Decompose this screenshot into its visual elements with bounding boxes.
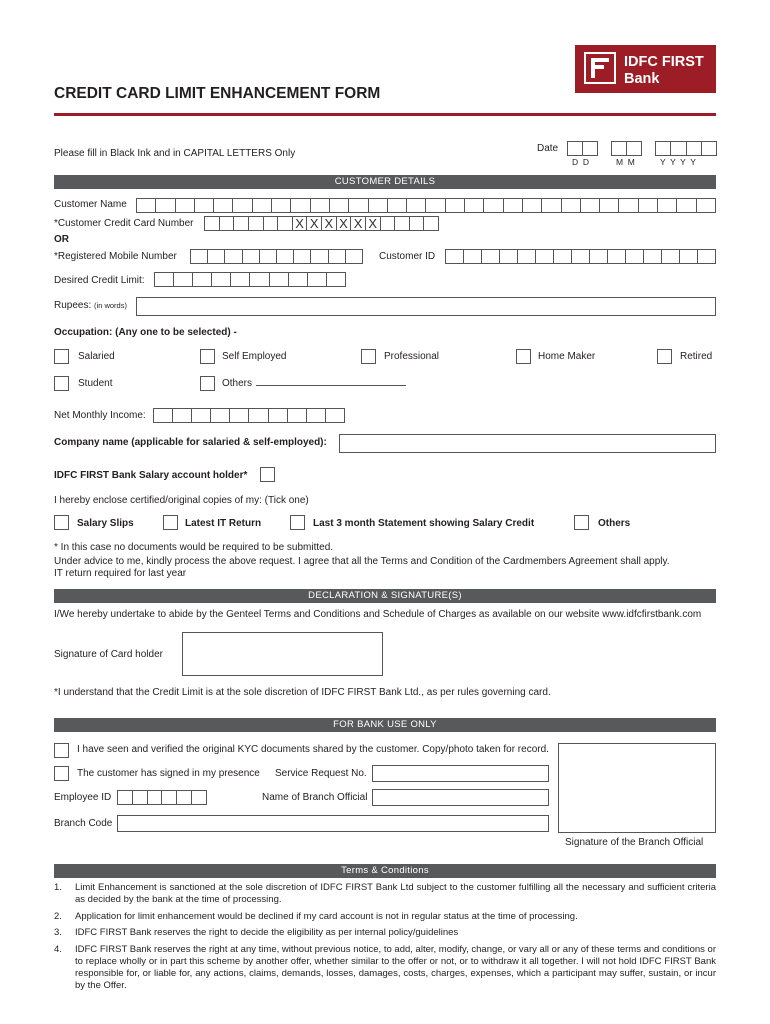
char-cell[interactable] bbox=[600, 199, 619, 212]
employee-id-field[interactable] bbox=[117, 790, 207, 805]
char-cell[interactable] bbox=[162, 791, 177, 804]
terms-item-4 bbox=[54, 944, 716, 992]
terms-item-1 bbox=[54, 882, 716, 906]
char-cell[interactable] bbox=[464, 250, 482, 263]
service-request-field[interactable] bbox=[372, 765, 549, 782]
terms-item-4-text: IDFC FIRST Bank reserves the right at any time, without previous notice, to add, alter, modify, change, or vary all or any of these terms and conditions or to replace wholly or in part this scheme by another offer, whether similar to the offer or not, or to withdraw it all together. I will not hold IDFC FIRST Bank responsible for, or liable for, any actions, claims, demands, losses, damages, costs, charges, expenses, which a participant may suffer, sustain, or incur by the Offer. bbox=[75, 944, 716, 991]
branch-code-field[interactable] bbox=[117, 815, 549, 832]
in-words-hint: (in words) bbox=[94, 301, 127, 310]
terms-item-1-text: Limit Enhancement is sanctioned at the sole discretion of IDFC FIRST Bank Ltd subject to the customer fulfilling all the necessary and sufficient criteria as decided by the bank at the time of processing. bbox=[75, 882, 716, 905]
terms-item-2 bbox=[54, 911, 716, 923]
credit-limit-discretion: *I understand that the Credit Limit is at the sole discretion of IDFC FIRST Bank Ltd., as per rules governing card. bbox=[54, 687, 551, 698]
others-document-checkbox[interactable] bbox=[574, 515, 589, 530]
char-cell[interactable] bbox=[156, 199, 175, 212]
salaried-label: Salaried bbox=[78, 351, 115, 362]
occupation-label: Occupation: (Any one to be selected) - bbox=[54, 327, 237, 338]
cardholder-signature-box[interactable] bbox=[182, 632, 383, 676]
char-cell[interactable] bbox=[465, 199, 484, 212]
salary-holder-label: IDFC FIRST Bank Salary account holder* bbox=[54, 470, 248, 481]
customer-name-field[interactable] bbox=[136, 198, 716, 213]
salary-holder-checkbox[interactable] bbox=[260, 467, 275, 482]
retired-checkbox[interactable] bbox=[657, 349, 672, 364]
char-cell[interactable] bbox=[680, 250, 698, 263]
char-cell[interactable] bbox=[249, 217, 264, 230]
title-rule bbox=[54, 113, 716, 116]
instruction-text: Please fill in Black Ink and in CAPITAL LETTERS Only bbox=[54, 148, 296, 159]
char-cell[interactable] bbox=[388, 199, 407, 212]
char-cell[interactable]: X bbox=[351, 217, 366, 230]
char-cell[interactable] bbox=[639, 199, 658, 212]
terms-item-3 bbox=[54, 927, 716, 939]
char-cell[interactable] bbox=[288, 409, 307, 422]
char-cell[interactable] bbox=[308, 273, 327, 286]
kyc-text: I have seen and verified the original KYC documents shared by the customer. Copy/photo taken for record. bbox=[77, 744, 549, 755]
char-cell[interactable] bbox=[500, 250, 518, 263]
mobile-number-field[interactable] bbox=[190, 249, 363, 264]
customer-id-field[interactable] bbox=[445, 249, 716, 264]
branch-code-label: Branch Code bbox=[54, 818, 113, 829]
home-maker-checkbox[interactable] bbox=[516, 349, 531, 364]
char-cell[interactable] bbox=[234, 217, 249, 230]
char-cell[interactable] bbox=[118, 791, 133, 804]
declaration-text: I/We hereby undertake to abide by the Genteel Terms and Conditions and Schedule of Charges as available on our website www.idfcfirstbank.com bbox=[54, 609, 702, 620]
brand-line2: Bank bbox=[624, 71, 660, 87]
kyc-checkbox[interactable] bbox=[54, 743, 69, 758]
char-cell[interactable] bbox=[523, 199, 542, 212]
rupees-text: Rupees: bbox=[54, 300, 92, 311]
page-title: CREDIT CARD LIMIT ENHANCEMENT FORM bbox=[54, 85, 381, 102]
char-cell[interactable]: X bbox=[307, 217, 322, 230]
char-cell[interactable] bbox=[289, 273, 308, 286]
branch-official-signature-label: Signature of the Branch Official bbox=[565, 837, 704, 848]
char-cell[interactable] bbox=[272, 199, 291, 212]
char-cell[interactable] bbox=[208, 250, 225, 263]
company-name-field[interactable] bbox=[339, 434, 716, 453]
retired-label: Retired bbox=[680, 351, 713, 362]
others-occupation-line[interactable] bbox=[256, 385, 406, 386]
customer-id-label: Customer ID bbox=[379, 251, 436, 262]
char-cell[interactable] bbox=[446, 250, 464, 263]
char-cell[interactable] bbox=[278, 217, 293, 230]
char-cell[interactable] bbox=[536, 250, 554, 263]
student-label: Student bbox=[78, 378, 113, 389]
date-mm-hint: M M bbox=[616, 157, 635, 167]
others-occupation-checkbox[interactable] bbox=[200, 376, 215, 391]
char-cell[interactable]: X bbox=[366, 217, 381, 230]
brand-logo bbox=[575, 45, 716, 93]
char-cell[interactable] bbox=[410, 217, 425, 230]
mobile-label: *Registered Mobile Number bbox=[54, 251, 177, 262]
terms-item-2-number: 2. bbox=[54, 911, 62, 922]
bank-use-header: FOR BANK USE ONLY bbox=[54, 718, 716, 732]
branch-official-signature-box[interactable] bbox=[558, 743, 716, 833]
char-cell[interactable] bbox=[346, 250, 362, 263]
card-number-label: *Customer Credit Card Number bbox=[54, 218, 194, 229]
char-cell[interactable] bbox=[174, 273, 193, 286]
char-cell[interactable] bbox=[330, 199, 349, 212]
char-cell[interactable] bbox=[231, 273, 250, 286]
char-cell[interactable] bbox=[195, 199, 214, 212]
char-cell[interactable] bbox=[554, 250, 572, 263]
others-document-label: Others bbox=[598, 518, 631, 529]
char-cell[interactable] bbox=[230, 409, 249, 422]
char-cell[interactable] bbox=[518, 250, 536, 263]
statement-checkbox[interactable] bbox=[290, 515, 305, 530]
char-cell[interactable] bbox=[426, 199, 445, 212]
char-cell[interactable] bbox=[311, 199, 330, 212]
date-day-field[interactable] bbox=[567, 141, 598, 156]
or-label: OR bbox=[54, 234, 69, 245]
declaration-header: DECLARATION & SIGNATURE(S) bbox=[54, 589, 716, 603]
employee-id-label: Employee ID bbox=[54, 792, 112, 803]
customer-name-label: Customer Name bbox=[54, 199, 127, 210]
note-advice: Under advice to me, kindly process the above request. I agree that all the Terms and Condition of the Cardmembers Agreement shall apply. bbox=[54, 556, 670, 567]
professional-checkbox[interactable] bbox=[361, 349, 376, 364]
char-cell[interactable] bbox=[608, 250, 626, 263]
student-checkbox[interactable] bbox=[54, 376, 69, 391]
char-cell[interactable] bbox=[214, 199, 233, 212]
char-cell[interactable] bbox=[329, 250, 346, 263]
char-cell[interactable] bbox=[291, 199, 310, 212]
signed-presence-checkbox[interactable] bbox=[54, 766, 69, 781]
char-cell[interactable] bbox=[192, 409, 211, 422]
char-cell[interactable] bbox=[173, 409, 192, 422]
branch-official-label: Name of Branch Official bbox=[262, 792, 368, 803]
desired-limit-field[interactable] bbox=[154, 272, 346, 287]
char-cell[interactable] bbox=[270, 273, 289, 286]
desired-limit-label: Desired Credit Limit: bbox=[54, 275, 145, 286]
rupees-in-words-field[interactable] bbox=[136, 297, 716, 316]
char-cell[interactable] bbox=[446, 199, 465, 212]
char-cell[interactable] bbox=[133, 791, 148, 804]
it-return-label: Latest IT Return bbox=[185, 518, 262, 529]
char-cell[interactable] bbox=[148, 791, 163, 804]
char-cell[interactable] bbox=[644, 250, 662, 263]
char-cell[interactable] bbox=[697, 199, 715, 212]
terms-item-3-number: 3. bbox=[54, 927, 62, 938]
professional-label: Professional bbox=[384, 351, 440, 362]
char-cell[interactable] bbox=[424, 217, 438, 230]
char-cell[interactable]: X bbox=[322, 217, 337, 230]
it-return-checkbox[interactable] bbox=[163, 515, 178, 530]
char-cell[interactable] bbox=[349, 199, 368, 212]
char-cell[interactable] bbox=[205, 217, 220, 230]
char-cell[interactable] bbox=[193, 273, 212, 286]
char-cell[interactable] bbox=[327, 273, 345, 286]
char-cell[interactable] bbox=[253, 199, 272, 212]
date-dd-hint: D D bbox=[572, 157, 589, 167]
char-cell[interactable] bbox=[264, 217, 279, 230]
char-cell[interactable] bbox=[269, 409, 288, 422]
char-cell[interactable] bbox=[211, 409, 230, 422]
others-occupation-label: Others bbox=[222, 378, 253, 389]
char-cell[interactable] bbox=[154, 409, 173, 422]
branch-official-field[interactable] bbox=[372, 789, 549, 806]
char-cell[interactable] bbox=[698, 250, 715, 263]
char-cell[interactable] bbox=[192, 791, 206, 804]
char-cell[interactable] bbox=[177, 791, 192, 804]
char-cell[interactable] bbox=[155, 273, 174, 286]
char-cell[interactable] bbox=[311, 250, 328, 263]
char-cell[interactable] bbox=[212, 273, 231, 286]
char-cell[interactable] bbox=[176, 199, 195, 212]
self-employed-label: Self Employed bbox=[222, 351, 287, 362]
char-cell[interactable] bbox=[250, 273, 269, 286]
customer-details-header: CUSTOMER DETAILS bbox=[54, 175, 716, 189]
net-income-label: Net Monthly Income: bbox=[54, 410, 146, 421]
salary-slips-label: Salary Slips bbox=[77, 518, 134, 529]
char-cell[interactable] bbox=[626, 250, 644, 263]
cardholder-signature-label: Signature of Card holder bbox=[54, 649, 163, 660]
char-cell[interactable] bbox=[307, 409, 326, 422]
terms-item-1-number: 1. bbox=[54, 882, 62, 893]
char-cell[interactable] bbox=[395, 217, 410, 230]
char-cell[interactable] bbox=[407, 199, 426, 212]
salaried-checkbox[interactable] bbox=[54, 349, 69, 364]
home-maker-label: Home Maker bbox=[538, 351, 596, 362]
company-name-label: Company name (applicable for salaried & self-employed): bbox=[54, 437, 327, 448]
char-cell[interactable] bbox=[542, 199, 561, 212]
terms-item-4-number: 4. bbox=[54, 944, 62, 955]
char-cell[interactable] bbox=[662, 250, 680, 263]
char-cell[interactable] bbox=[677, 199, 696, 212]
date-label: Date bbox=[537, 143, 559, 154]
char-cell[interactable] bbox=[233, 199, 252, 212]
char-cell[interactable] bbox=[369, 199, 388, 212]
date-year-field[interactable] bbox=[655, 141, 717, 156]
char-cell[interactable] bbox=[277, 250, 294, 263]
note-it-return: IT return required for last year bbox=[54, 568, 187, 579]
date-yyyy-hint: Y Y Y Y bbox=[660, 157, 696, 167]
char-cell[interactable] bbox=[482, 250, 500, 263]
char-cell[interactable] bbox=[619, 199, 638, 212]
char-cell[interactable] bbox=[581, 199, 600, 212]
terms-header: Terms & Conditions bbox=[54, 864, 716, 878]
char-cell[interactable] bbox=[572, 250, 590, 263]
terms-item-3-text: IDFC FIRST Bank reserves the right to decide the eligibility as per internal policy/guidelines bbox=[75, 927, 459, 938]
char-cell[interactable]: X bbox=[293, 217, 308, 230]
char-cell[interactable] bbox=[590, 250, 608, 263]
note-no-documents: * In this case no documents would be required to be submitted. bbox=[54, 542, 334, 553]
enclose-text: I hereby enclose certified/original copies of my: (Tick one) bbox=[54, 495, 309, 506]
self-employed-checkbox[interactable] bbox=[200, 349, 215, 364]
char-cell[interactable] bbox=[504, 199, 523, 212]
char-cell[interactable] bbox=[225, 250, 242, 263]
rupees-label bbox=[54, 300, 127, 311]
terms-item-2-text: Application for limit enhancement would be declined if my card account is not in regular status at the time of processing. bbox=[75, 911, 578, 922]
char-cell[interactable] bbox=[484, 199, 503, 212]
service-request-label: Service Request No. bbox=[275, 768, 367, 779]
char-cell[interactable] bbox=[220, 217, 235, 230]
char-cell[interactable] bbox=[658, 199, 677, 212]
char-cell[interactable] bbox=[191, 250, 208, 263]
char-cell[interactable] bbox=[260, 250, 277, 263]
char-cell[interactable] bbox=[137, 199, 156, 212]
char-cell[interactable] bbox=[381, 217, 396, 230]
net-income-field[interactable] bbox=[153, 408, 345, 423]
char-cell[interactable] bbox=[249, 409, 268, 422]
char-cell[interactable] bbox=[294, 250, 311, 263]
char-cell[interactable] bbox=[562, 199, 581, 212]
date-month-field[interactable] bbox=[611, 141, 642, 156]
brand-line1: IDFC FIRST bbox=[624, 54, 704, 70]
logo-mark-icon bbox=[584, 52, 616, 84]
char-cell[interactable]: X bbox=[337, 217, 352, 230]
card-number-field[interactable] bbox=[204, 216, 439, 231]
signed-presence-text: The customer has signed in my presence bbox=[77, 768, 260, 779]
salary-slips-checkbox[interactable] bbox=[54, 515, 69, 530]
statement-label: Last 3 month Statement showing Salary Credit bbox=[313, 518, 535, 529]
char-cell[interactable] bbox=[243, 250, 260, 263]
char-cell[interactable] bbox=[326, 409, 344, 422]
